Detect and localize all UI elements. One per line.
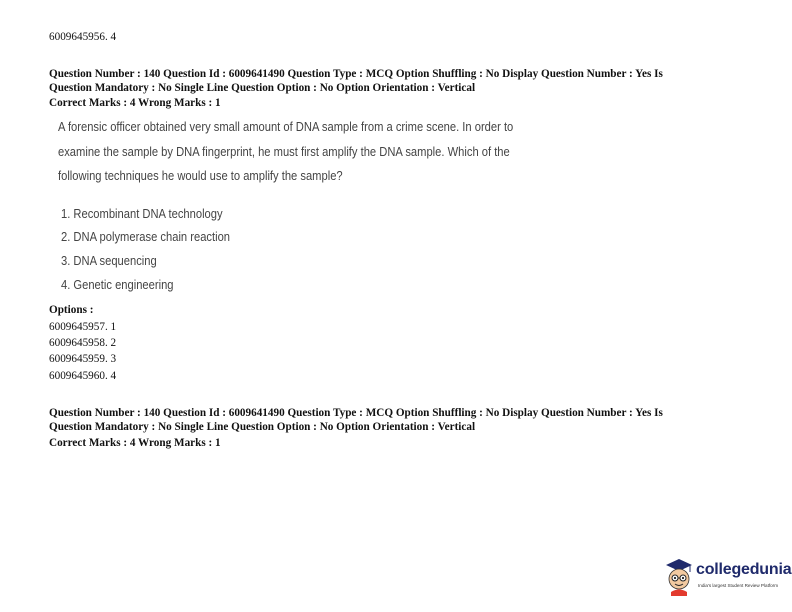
option-id-2: 6009645958. 2 [49, 337, 117, 349]
question-text-line-3: following techniques he would use to amplify the sample? [58, 168, 343, 183]
question-meta-line-2: Question Mandatory : No Single Line Question Option : No Option Orientation : Vertical [49, 82, 476, 94]
logo-tagline: India's largest Student Review Platform [698, 583, 779, 588]
collegedunia-logo [662, 556, 792, 600]
options-label: Options : [49, 304, 94, 316]
question-meta-line-1: Question Number : 140 Question Id : 6009641490 Question Type : MCQ Option Shuffling : No Display Question Number : Yes Is [49, 68, 663, 80]
top-option-id: 6009645956. 4 [49, 31, 117, 43]
option-id-4: 6009645960. 4 [49, 370, 117, 382]
logo-wordmark: collegedunia [696, 561, 792, 578]
option-id-3: 6009645959. 3 [49, 353, 117, 365]
question-choice-1: 1. Recombinant DNA technology [61, 206, 223, 221]
question-text-line-1: A forensic officer obtained very small amount of DNA sample from a crime scene. In order to [58, 119, 514, 134]
question-text-line-2: examine the sample by DNA fingerprint, he must first amplify the DNA sample. Which of the [58, 144, 510, 159]
question-marks: Correct Marks : 4 Wrong Marks : 1 [49, 97, 221, 109]
question-meta-line-2: Question Mandatory : No Single Line Question Option : No Option Orientation : Vertical [49, 421, 476, 433]
option-id-1: 6009645957. 1 [49, 321, 117, 333]
question-meta-line-1: Question Number : 140 Question Id : 6009641490 Question Type : MCQ Option Shuffling : No Display Question Number : Yes Is [49, 407, 663, 419]
question-choice-2: 2. DNA polymerase chain reaction [61, 229, 231, 244]
question-choice-3: 3. DNA sequencing [61, 253, 157, 268]
mascot-icon [662, 556, 696, 596]
question-marks: Correct Marks : 4 Wrong Marks : 1 [49, 437, 221, 449]
question-choice-4: 4. Genetic engineering [61, 277, 174, 292]
